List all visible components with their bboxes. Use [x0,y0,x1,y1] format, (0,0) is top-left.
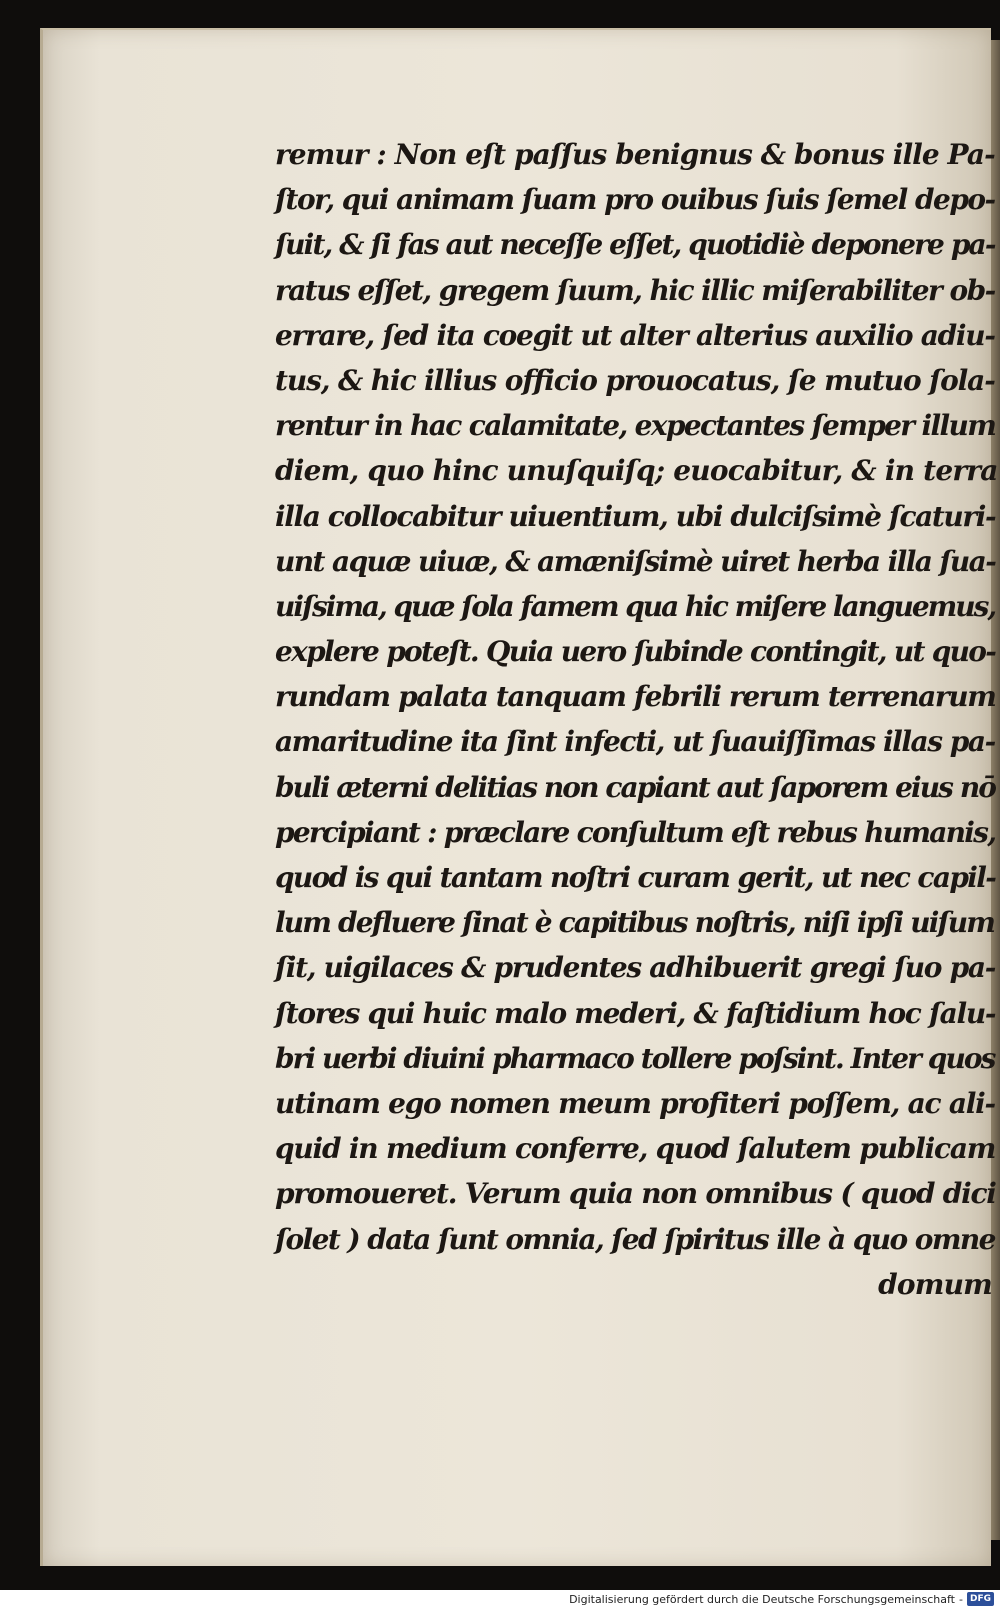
text-line: amaritudine ita ſint infecti, ut ſuauiſſimas illas pa- [275,725,995,759]
text-line: ratus eſſet, gregem ſuum, hic illic miſerabiliter ob- [275,273,995,307]
text-line: percipiant : præclare conſultum eſt rebus humanis, [275,815,996,849]
text-line: uiſsima, quæ ſola famem qua hic miſere languemus, [275,589,996,623]
text-line: utinam ego nomen meum profiteri poſſem, ac ali- [275,1086,995,1120]
text-line: rundam palata tanquam febrili rerum terrenarum [275,680,996,714]
credit-text: Digitalisierung gefördert durch die Deutsche Forschungsgemeinschaft [569,1592,955,1606]
text-line: illa collocabitur uiuentium, ubi dulciſsimè ſcaturi- [275,499,996,533]
text-line: quod is qui tantam noſtri curam gerit, ut nec capil- [275,861,996,894]
text-line: rentur in hac calamitate, expectantes ſemper illum [275,409,996,443]
text-line: ſit, uigilaces & prudentes adhibuerit gregi ſuo pa- [275,951,996,985]
text-line: ſolet ) data ſunt omnia, ſed ſpiritus ille à quo omne [275,1222,995,1256]
text-line: ſtor, qui animam ſuam pro ouibus ſuis ſemel depo- [275,183,995,217]
text-line: errare, ſed ita coegit ut alter alterius auxilio adiu- [275,318,995,352]
book-page [40,28,998,1566]
text-line: promoueret. Verum quia non omnibus ( quod dici [275,1177,996,1211]
text-line: lum defluere ſinat è capitibus noſtris, niſi ipſi uiſum [275,906,995,940]
text-line: remur : Non eſt paſſus benignus & bonus ille Pa- [275,138,995,171]
page-text [275,132,1000,1307]
catchword: domum [878,1267,992,1301]
dfg-logo: DFG [967,1592,994,1606]
text-line: unt aquæ uiuæ, & amæniſsimè uiret herba illa ſua- [275,544,996,578]
text-line: buli æterni delitias non capiant aut ſaporem eius nō [275,770,996,804]
text-line: ſtores qui huic malo mederi, & faſtidium hoc ſalu- [275,996,996,1030]
text-line: bri uerbi diuini pharmaco tollere poſsint. Inter quos [275,1041,995,1075]
text-line: diem, quo hinc unuſquiſq; euocabitur, & in terra [275,454,998,488]
text-line: quid in medium conferre, quod ſalutem publicam [275,1132,996,1166]
text-line: explere poteſt. Quia uero ſubinde contingit, ut quo- [275,635,996,669]
text-line: tus, & hic illius officio prouocatus, ſe mutuo ſola- [275,363,995,397]
digitization-credit: Digitalisierung gefördert durch die Deutsche Forschungsgemeinschaft - DFG [569,1590,994,1608]
text-line: ſuit, & ſi fas aut neceſſe eſſet, quotidiè deponere pa- [275,228,995,262]
